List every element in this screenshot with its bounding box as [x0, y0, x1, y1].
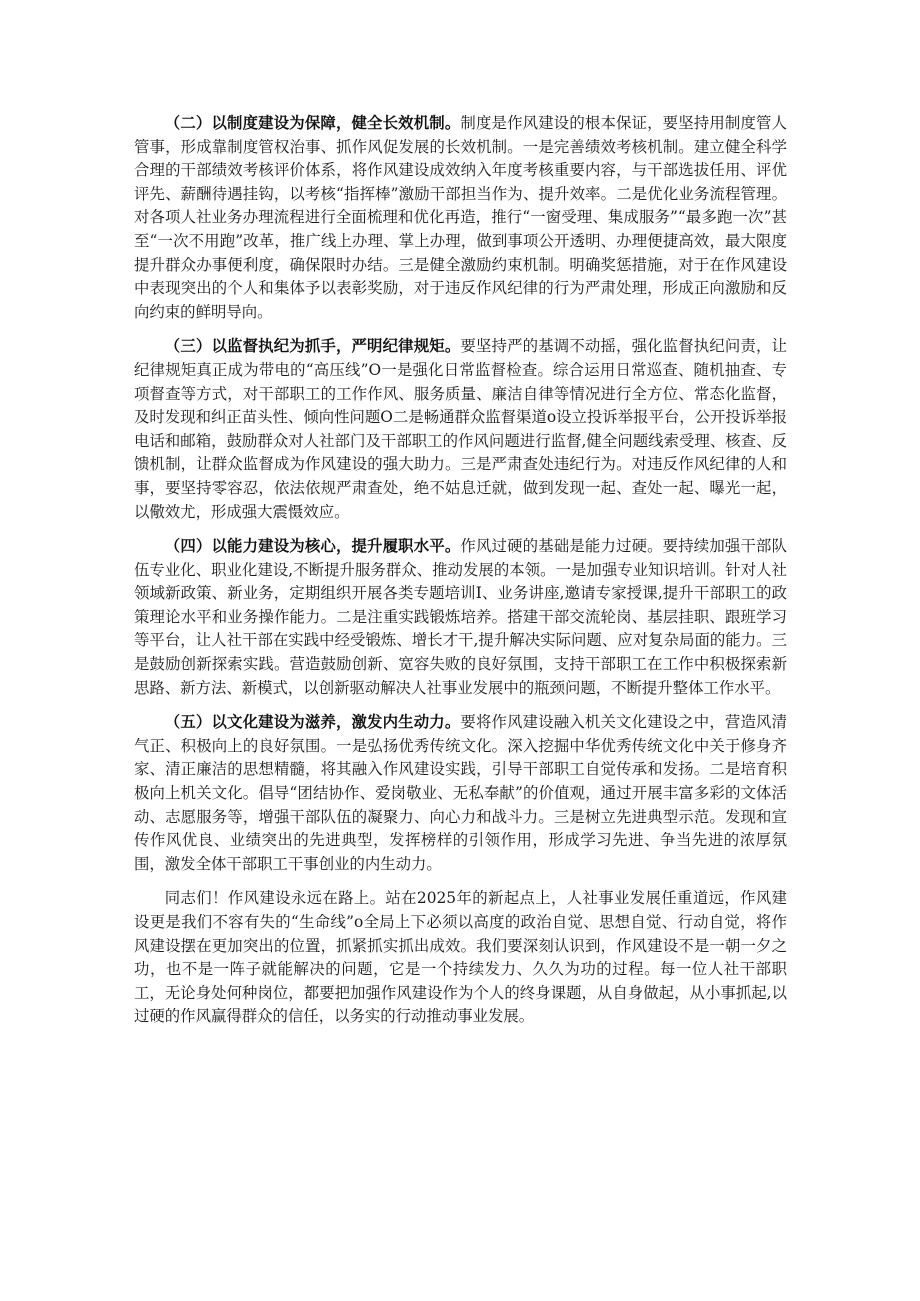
paragraph-heading: （四）以能力建设为核心，提升履职水平。	[164, 537, 461, 556]
paragraph-body: 要坚持严的基调不动摇，强化监督执纪问责，让纪律规矩真正成为带电的“高压线”O一是强化日常监督检查。综合运用日常巡查、随机抽查、专项督查等方式，对干部职工的工作作风、服务质量、廉洁自律等情况进行全方位、常态化监督，及时发现和纠正苗头性、倾向性问题O二是畅通群众监督渠道o设立投诉举报平台，公开投诉举报电话和邮箱，鼓励群众对人社部门及干部职工的作风问题进行监督,健全问题线索受理、核查、反馈机制，让群众监督成为作风建设的强大助力。三是严肃查处违纪行为。对违反作风纪律的人和事，要坚持零容忍，依法依规严肃查处，绝不姑息迁就，做到发现一起、查处一起、曝光一起，以儆效尤，形成强大震慑效应。	[134, 337, 787, 521]
paragraph-body: 作风过硬的基础是能力过硬。要持续加强干部队伍专业化、职业化建设,不断提升服务群众、推动发展的本领。一是加强专业知识培训。针对人社领域新政策、新业务，定期组织开展各类专题培训I、业务讲座,邀请专家授课,提升干部职工的政策理论水平和业务操作能力。二是注重实践锻炼培养。搭建干部交流轮岗、基层挂职、跟班学习等平台，让人社干部在实践中经受锻炼、增长才干,提升解决实际问题、应对复杂局面的能力。三是鼓励创新探索实践。营造鼓励创新、宽容失败的良好氛围，支持干部职工在工作中积极探索新思路、新方法、新模式，以创新驱动解决人社事业发展中的瓶颈问题，不断提升整体工作水平。	[134, 537, 787, 697]
paragraph-heading: （二）以制度建设为保障，健全长效机制。	[164, 114, 461, 132]
paragraph-closing	[134, 887, 787, 1029]
paragraph-capacity-building	[134, 535, 787, 700]
paragraph-body: 制度是作风建设的根本保证，要坚持用制度管人管事，形成靠制度管权治事、抓作风促发展的长效机制。一是完善绩效考核机制。建立健全科学合理的干部绩效考核评价体系，将作风建设成效纳入年度考核重要内容，与干部选拔任用、评优评先、薪酬待遇挂钩，以考核“指挥棒”激励干部担当作为、提升效率。二是优化业务流程管理。对各项人社业务办理流程进行全面梳理和优化再造，推行“一窗受理、集成服务”“最多跑一次”甚至“一次不用跑”改革，推广线上办理、掌上办理，做到事项公开透明、办理便捷高效，最大限度提升群众办事便利度，确保限时办结。三是健全激励约束机制。明确奖惩措施，对于在作风建设中表现突出的个人和集体予以表彰奖励，对于违反作风纪律的行为严肃处理，形成正向激励和反向约束的鲜明导向。	[134, 114, 787, 321]
paragraph-heading: （五）以文化建设为滋养，激发内生动力。	[164, 713, 461, 732]
paragraph-body: 要将作风建设融入机关文化建设之中，营造风清气正、积极向上的良好氛围。一是弘扬优秀传统文化。深入挖掘中华优秀传统文化中关于修身齐家、清正廉洁的思想精髓，将其融入作风建设实践，引导干部职工自觉传承和发扬。二是培育积极向上机关文化。倡导“团结协作、爱岗敬业、无私奉献”的价值观，通过开展丰富多彩的文体活动、志愿服务等，增强干部队伍的凝聚力、向心力和战斗力。三是树立先进典型示范。发现和宣传作风优良、业绩突出的先进典型，发挥榜样的引领作用，形成学习先进、争当先进的浓厚氛围，激发全体干部职工干事创业的内生动力。	[134, 713, 787, 873]
paragraph-culture-building	[134, 711, 787, 876]
paragraph-body: 同志们！作风建设永远在路上。站在2025年的新起点上，人社事业发展任重道远，作风建设更是我们不容有失的“生命线”o全局上下必须以高度的政治自觉、思想自觉、行动自觉，将作风建设摆在更加突出的位置，抓紧抓实抓出成效。我们要深刻认识到，作风建设不是一朝一夕之功，也不是一阵子就能解决的问题，它是一个持续发力、久久为功的过程。每一位人社干部职工，无论身处何种岗位，都要把加强作风建设作为个人的终身课题，从自身做起，从小事抓起,以过硬的作风赢得群众的信任，以务实的行动推动事业发展。	[134, 889, 787, 1026]
paragraph-institution-building	[134, 112, 787, 324]
paragraph-heading: （三）以监督执纪为抓手，严明纪律规矩。	[164, 337, 461, 356]
paragraph-supervision-discipline	[134, 335, 787, 524]
document-page	[134, 112, 787, 1040]
